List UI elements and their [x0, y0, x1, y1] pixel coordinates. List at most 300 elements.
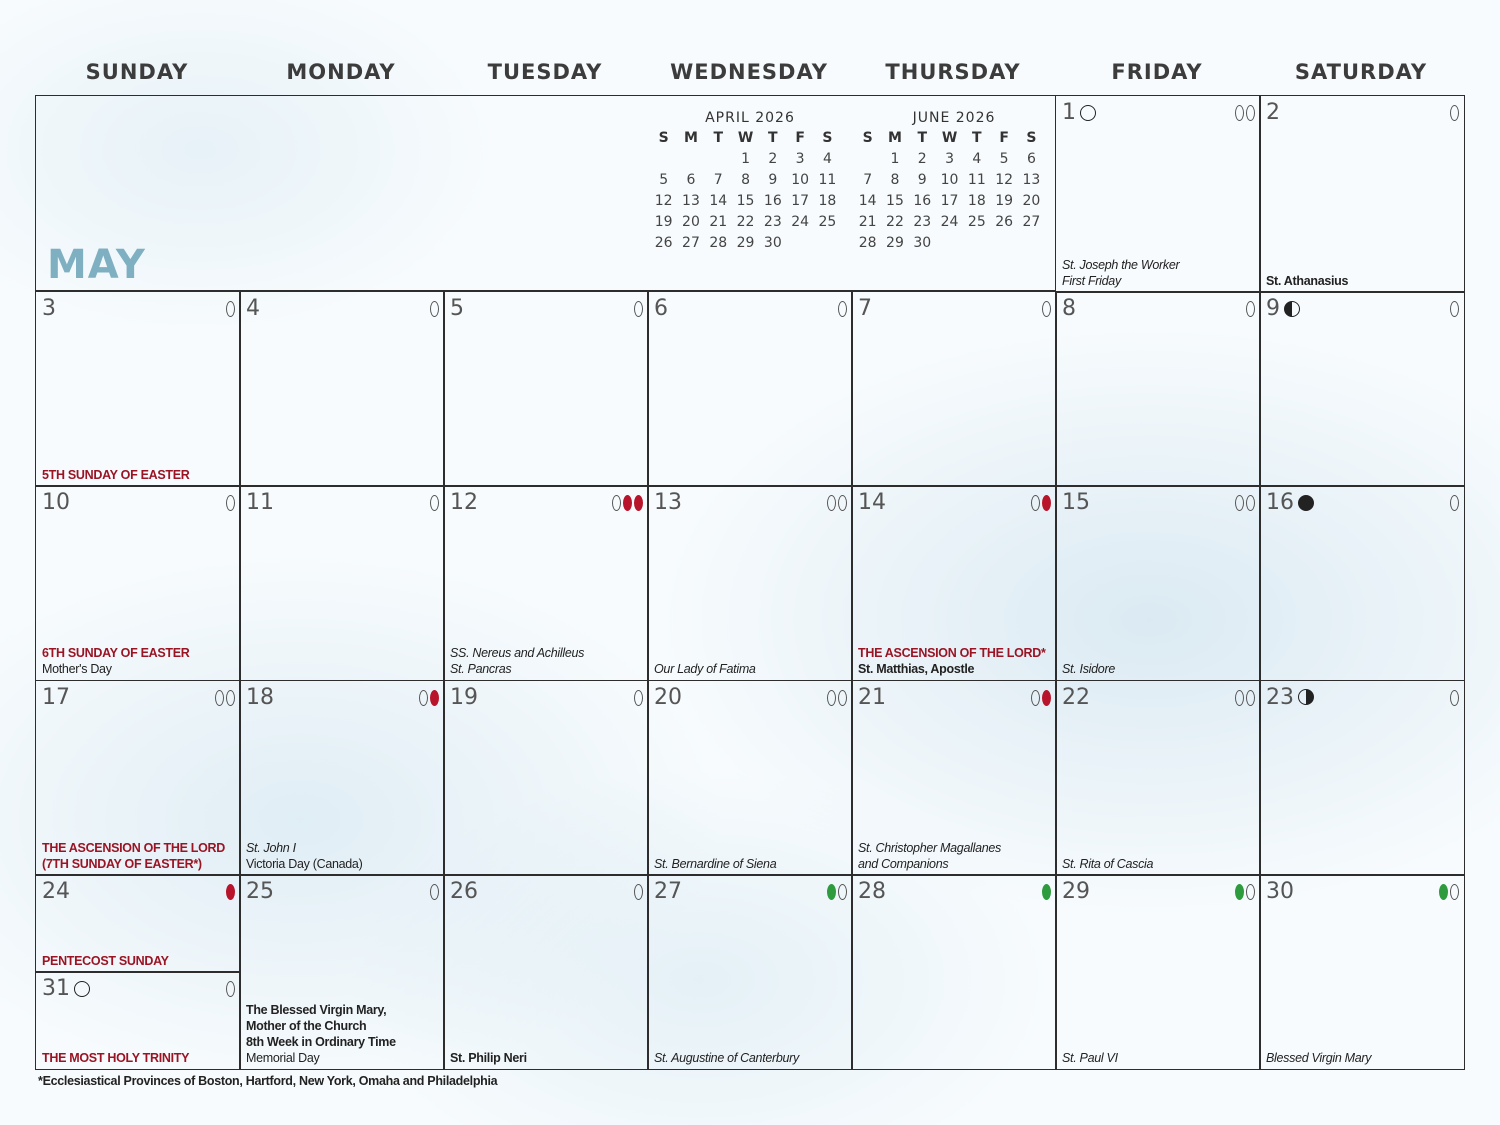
liturgical-color-markers: [1235, 495, 1255, 511]
day-cell[interactable]: [851, 680, 1057, 876]
mini-calendar-weekday: T: [917, 130, 928, 146]
white-marker-icon: [827, 495, 836, 511]
day-notes: [858, 840, 1052, 872]
white-marker-icon: [1235, 105, 1244, 121]
day-number: [246, 296, 260, 321]
mini-calendar-day: 24: [940, 214, 959, 230]
day-cell[interactable]: [35, 680, 241, 876]
day-notes: [42, 1050, 236, 1066]
day-cell[interactable]: [1259, 680, 1465, 876]
day-number-text: 17: [42, 684, 70, 710]
day-number: [654, 296, 668, 321]
day-notes: [450, 645, 644, 677]
mini-calendar-day: 9: [917, 172, 927, 188]
day-number: [42, 685, 70, 710]
mini-calendar-empty: [650, 149, 677, 170]
day-number-text: 8: [1062, 296, 1076, 321]
mini-calendar-day: 30: [763, 235, 782, 251]
white-marker-icon: [1031, 495, 1040, 511]
day-notes: [654, 856, 848, 872]
mini-calendar-day: 5: [999, 151, 1009, 167]
mini-calendar-day: 22: [886, 214, 904, 230]
day-number-text: 12: [450, 490, 478, 516]
moon-phase-icon: [1284, 301, 1300, 317]
mini-calendar-grid: [650, 128, 850, 254]
day-cell[interactable]: [1055, 874, 1261, 1070]
mini-calendar-weekday: F: [795, 130, 805, 146]
mini-calendar-day: 5: [659, 172, 669, 188]
mini-calendar-april: [650, 110, 850, 254]
mini-calendar-day: 23: [913, 214, 932, 230]
observance-label: St. John I: [246, 840, 296, 855]
day-number: [450, 685, 478, 710]
white-marker-icon: [430, 301, 439, 317]
day-number-text: 25: [246, 879, 274, 905]
liturgical-color-markers: [1031, 690, 1051, 706]
mini-calendar-day: 13: [682, 193, 700, 209]
red-marker-icon: [226, 884, 235, 900]
day-number-text: 7: [858, 296, 872, 321]
mini-calendar-weekday: W: [737, 130, 754, 146]
day-cell[interactable]: [647, 291, 853, 487]
white-marker-icon: [226, 690, 235, 706]
day-notes: [1062, 856, 1256, 872]
day-number: [654, 490, 682, 515]
liturgical-color-markers: [1042, 301, 1051, 317]
observance-label: 8th Week in Ordinary Time: [246, 1035, 396, 1050]
mini-calendar-empty: [677, 149, 704, 170]
day-cell[interactable]: [239, 291, 445, 487]
day-notes: [654, 1050, 848, 1066]
white-marker-icon: [838, 301, 847, 317]
mini-calendar-day: 12: [995, 172, 1014, 188]
white-marker-icon: [1450, 495, 1459, 511]
day-number: [654, 879, 682, 904]
day-number-text: 29: [1062, 879, 1090, 905]
white-marker-icon: [1246, 690, 1255, 706]
day-number: [450, 490, 478, 515]
liturgical-color-markers: [827, 690, 847, 706]
day-cell[interactable]: [35, 874, 241, 973]
mini-calendar-day: 25: [818, 214, 837, 230]
day-cell[interactable]: [443, 291, 649, 487]
day-number: [1266, 879, 1294, 904]
mini-calendar-weekday: F: [999, 130, 1009, 146]
mini-calendar-grid: [854, 128, 1054, 254]
day-number-text: 5: [450, 296, 464, 321]
mini-calendar-weekday: W: [941, 130, 958, 146]
liturgical-color-markers: [1450, 301, 1459, 317]
day-notes: [42, 467, 236, 483]
mini-calendar-day: 8: [741, 172, 750, 188]
mini-calendar-day: 19: [995, 193, 1014, 209]
day-number: [654, 685, 682, 710]
day-cell[interactable]: [1259, 485, 1465, 681]
feast-label: 6TH SUNDAY OF EASTER: [42, 646, 190, 661]
white-marker-icon: [634, 690, 643, 706]
day-cell[interactable]: [647, 485, 853, 681]
mini-calendar-day: 24: [791, 214, 810, 230]
white-marker-icon: [838, 884, 847, 900]
mini-calendar-day: 12: [654, 193, 673, 209]
observance-label: St. Augustine of Canterbury: [654, 1051, 799, 1066]
day-notes: [654, 661, 848, 677]
mini-calendar-day: 26: [654, 235, 673, 251]
weekday-header: MONDAY: [286, 60, 396, 84]
month-header-cell: [35, 95, 1056, 291]
day-cell[interactable]: [1055, 485, 1261, 681]
mini-calendar-day: 26: [995, 214, 1014, 230]
mini-calendar-weekday: T: [768, 130, 778, 146]
white-marker-icon: [634, 301, 643, 317]
white-marker-icon: [1235, 495, 1244, 511]
day-number: [42, 296, 56, 321]
mini-calendar-day: 7: [713, 172, 723, 188]
mini-calendar-day: 19: [654, 214, 673, 230]
white-marker-icon: [1246, 495, 1255, 511]
green-marker-icon: [1439, 884, 1448, 900]
mini-calendar-day: 30: [913, 235, 932, 251]
day-number-text: 10: [42, 490, 70, 516]
liturgical-color-markers: [419, 690, 439, 706]
moon-phase-icon: [1298, 495, 1314, 511]
day-number: [1062, 296, 1076, 321]
white-marker-icon: [226, 981, 235, 997]
mini-calendar-day: 14: [709, 193, 728, 209]
liturgical-color-markers: [1235, 884, 1255, 900]
liturgical-color-markers: [1235, 690, 1255, 706]
day-number: [1062, 490, 1090, 515]
red-marker-icon: [430, 690, 439, 706]
mini-calendar-day: 9: [768, 172, 778, 188]
day-number-text: 1: [1062, 100, 1076, 125]
mini-calendar-weekday: S: [822, 130, 833, 146]
moon-phase-icon: [1080, 105, 1096, 121]
red-marker-icon: [1042, 495, 1051, 511]
white-marker-icon: [838, 495, 847, 511]
white-marker-icon: [1235, 690, 1244, 706]
observance-label: Memorial Day: [246, 1051, 320, 1066]
mini-calendar-day: 29: [736, 235, 755, 251]
observance-label: St. Rita of Cascia: [1062, 856, 1154, 871]
day-cell[interactable]: [239, 680, 445, 876]
mini-calendar-day: 21: [858, 214, 877, 230]
mini-calendar-day: 10: [940, 172, 959, 188]
moon-phase-icon: [74, 981, 90, 997]
observance-label: St. Paul VI: [1062, 1051, 1118, 1066]
liturgical-color-markers: [634, 884, 643, 900]
mini-calendar-day: 29: [886, 235, 904, 251]
mini-calendar-day: 4: [822, 151, 832, 167]
day-number-text: 9: [1266, 296, 1280, 321]
mini-calendar-june: [854, 110, 1054, 254]
day-notes: [42, 953, 236, 969]
day-number: [246, 685, 274, 710]
mini-calendar-empty: [854, 149, 881, 170]
day-cell[interactable]: [647, 680, 853, 876]
liturgical-color-markers: [1450, 690, 1459, 706]
white-marker-icon: [419, 690, 428, 706]
observance-label: St. Isidore: [1062, 662, 1115, 677]
day-number: [42, 879, 70, 904]
white-marker-icon: [430, 495, 439, 511]
day-cell[interactable]: [239, 485, 445, 681]
mini-calendar-day: 15: [886, 193, 904, 209]
day-cell[interactable]: [1055, 291, 1261, 487]
day-number: [1062, 100, 1096, 125]
mini-calendar-empty: [705, 149, 732, 170]
day-cell[interactable]: [1055, 95, 1261, 293]
day-number: [42, 490, 70, 515]
green-marker-icon: [1042, 884, 1051, 900]
mini-calendar-day: 16: [913, 193, 932, 209]
weekday-header: TUESDAY: [487, 60, 603, 84]
day-cell[interactable]: [851, 874, 1057, 1070]
weekday-header: SUNDAY: [85, 60, 189, 84]
mini-calendar-day: 21: [709, 214, 728, 230]
observance-label: St. Christopher Magallanes: [858, 840, 1001, 855]
weekday-header: WEDNESDAY: [670, 60, 828, 84]
day-number: [858, 685, 886, 710]
day-cell[interactable]: [443, 874, 649, 1070]
day-notes: [1062, 661, 1256, 677]
day-cell[interactable]: [35, 485, 241, 681]
day-number: [1266, 685, 1314, 710]
red-marker-icon: [623, 495, 632, 511]
day-cell[interactable]: [443, 485, 649, 681]
day-number-text: 13: [654, 490, 682, 516]
liturgical-color-markers: [634, 690, 643, 706]
day-number: [1062, 879, 1090, 904]
day-number: [858, 490, 886, 515]
observance-label: Victoria Day (Canada): [246, 856, 363, 871]
day-number-text: 31: [42, 976, 70, 1002]
mini-calendar-day: 28: [709, 235, 728, 251]
mini-calendar-day: 10: [791, 172, 810, 188]
feast-label: PENTECOST SUNDAY: [42, 953, 169, 968]
day-number-text: 18: [246, 684, 274, 710]
observance-label: Blessed Virgin Mary: [1266, 1051, 1372, 1066]
day-cell[interactable]: [239, 874, 445, 1070]
mini-calendar-weekday: S: [1026, 130, 1037, 146]
day-notes: [246, 840, 440, 872]
mini-calendar-weekday: M: [683, 130, 698, 146]
liturgical-color-markers: [1246, 301, 1255, 317]
day-number-text: 16: [1266, 490, 1294, 516]
mini-calendar-day: 22: [736, 214, 755, 230]
liturgical-color-markers: [226, 884, 235, 900]
white-marker-icon: [215, 690, 224, 706]
mini-calendar-day: 16: [763, 193, 782, 209]
weekday-header: THURSDAY: [885, 60, 1021, 84]
mini-calendar-day: 20: [1022, 193, 1041, 209]
day-cell[interactable]: [851, 291, 1057, 487]
liturgical-color-markers: [226, 495, 235, 511]
feast-label: (7TH SUNDAY OF EASTER*): [42, 856, 202, 871]
white-marker-icon: [226, 301, 235, 317]
mini-calendar-day: 2: [768, 151, 778, 167]
day-number-text: 4: [246, 296, 260, 321]
mini-calendar-title: JUNE 2026: [912, 110, 996, 126]
day-notes: [1062, 257, 1256, 289]
day-cell[interactable]: [1259, 874, 1465, 1070]
green-marker-icon: [1235, 884, 1244, 900]
observance-label: Mother's Day: [42, 662, 112, 677]
white-marker-icon: [1450, 105, 1459, 121]
white-marker-icon: [612, 495, 621, 511]
liturgical-color-markers: [1042, 884, 1051, 900]
day-number-text: 27: [654, 879, 682, 905]
mini-calendar-day: 17: [940, 193, 959, 209]
mini-calendar-day: 7: [863, 172, 873, 188]
day-cell[interactable]: [443, 680, 649, 876]
liturgical-color-markers: [215, 690, 235, 706]
green-marker-icon: [827, 884, 836, 900]
mini-calendar-day: 27: [682, 235, 700, 251]
white-marker-icon: [1450, 690, 1459, 706]
liturgical-color-markers: [430, 495, 439, 511]
mini-calendar-day: 6: [1026, 151, 1036, 167]
observance-label: St. Pancras: [450, 662, 512, 677]
feast-label: THE ASCENSION OF THE LORD*: [858, 646, 1046, 661]
white-marker-icon: [827, 690, 836, 706]
moon-phase-icon: [1298, 689, 1314, 705]
day-notes: [246, 1002, 440, 1066]
liturgical-color-markers: [1450, 495, 1459, 511]
mini-calendar-day: 15: [736, 193, 755, 209]
day-number-text: 24: [42, 879, 70, 905]
red-marker-icon: [634, 495, 643, 511]
mini-calendar-day: 6: [686, 172, 696, 188]
calendar-grid: [35, 95, 1464, 1068]
mini-calendar-day: 4: [972, 151, 982, 167]
liturgical-color-markers: [838, 301, 847, 317]
weekday-header: FRIDAY: [1111, 60, 1203, 84]
liturgical-color-markers: [827, 884, 847, 900]
day-number-text: 3: [42, 296, 56, 321]
observance-label: Our Lady of Fatima: [654, 662, 756, 677]
liturgical-color-markers: [634, 301, 643, 317]
mini-calendar-title: APRIL 2026: [705, 110, 795, 126]
mini-calendar-day: 23: [763, 214, 782, 230]
day-notes: [858, 645, 1052, 677]
month-title: MAY: [47, 242, 146, 288]
observance-label: St. Joseph the Worker: [1062, 257, 1180, 272]
day-number-text: 21: [858, 684, 886, 710]
feast-label: 5TH SUNDAY OF EASTER: [42, 467, 190, 482]
day-cell[interactable]: [35, 971, 241, 1070]
liturgical-color-markers: [612, 495, 643, 511]
day-notes: [1266, 273, 1460, 289]
mini-calendar-day: 28: [858, 235, 877, 251]
liturgical-color-markers: [226, 981, 235, 997]
feast-label: THE MOST HOLY TRINITY: [42, 1051, 190, 1066]
mini-calendar-day: 1: [890, 151, 900, 167]
day-notes: [42, 645, 236, 677]
day-number-text: 2: [1266, 100, 1280, 125]
day-cell[interactable]: [851, 485, 1057, 681]
day-cell[interactable]: [35, 291, 241, 487]
mini-calendar-day: 11: [967, 172, 986, 188]
day-number-text: 22: [1062, 684, 1090, 710]
mini-calendar-day: 25: [967, 214, 986, 230]
liturgical-color-markers: [1031, 495, 1051, 511]
day-number: [42, 976, 90, 1001]
mini-calendar-weekday: T: [972, 130, 982, 146]
day-number: [1266, 490, 1314, 515]
observance-label: St. Philip Neri: [450, 1051, 527, 1066]
observance-label: First Friday: [1062, 273, 1121, 288]
mini-calendar-day: 3: [945, 151, 954, 167]
day-notes: [1266, 1050, 1460, 1066]
red-marker-icon: [1042, 690, 1051, 706]
white-marker-icon: [1246, 105, 1255, 121]
day-number: [1266, 100, 1280, 125]
observance-label: St. Matthias, Apostle: [858, 662, 975, 677]
white-marker-icon: [838, 690, 847, 706]
day-number-text: 28: [858, 879, 886, 905]
mini-calendar-weekday: S: [862, 130, 873, 146]
observance-label: The Blessed Virgin Mary,: [246, 1003, 387, 1018]
day-number-text: 30: [1266, 879, 1294, 905]
white-marker-icon: [1042, 301, 1051, 317]
day-notes: [1062, 1050, 1256, 1066]
white-marker-icon: [1031, 690, 1040, 706]
mini-calendar-weekday: T: [713, 130, 724, 146]
mini-calendar-day: 8: [890, 172, 900, 188]
day-cell[interactable]: [1259, 291, 1465, 487]
day-number-text: 20: [654, 684, 682, 710]
day-number: [1062, 685, 1090, 710]
day-cell[interactable]: [1055, 680, 1261, 876]
white-marker-icon: [1450, 301, 1459, 317]
observance-label: St. Bernardine of Siena: [654, 856, 777, 871]
mini-calendar-day: 14: [858, 193, 877, 209]
day-number-text: 14: [858, 490, 886, 516]
mini-calendar-day: 11: [818, 172, 837, 188]
day-number: [858, 296, 872, 321]
day-number: [1266, 296, 1300, 321]
liturgical-color-markers: [827, 495, 847, 511]
day-number: [246, 490, 274, 515]
day-number-text: 6: [654, 296, 668, 321]
liturgical-color-markers: [226, 301, 235, 317]
mini-calendar-weekday: M: [887, 130, 902, 146]
observance-label: St. Athanasius: [1266, 273, 1349, 288]
day-cell[interactable]: [1259, 95, 1465, 293]
mini-calendar-day: 3: [795, 151, 805, 167]
day-number-text: 15: [1062, 490, 1090, 516]
day-number-text: 23: [1266, 684, 1294, 710]
observance-label: SS. Nereus and Achilleus: [450, 646, 585, 661]
white-marker-icon: [430, 884, 439, 900]
day-number: [858, 879, 886, 904]
white-marker-icon: [1246, 884, 1255, 900]
day-number: [450, 879, 478, 904]
white-marker-icon: [1246, 301, 1255, 317]
mini-calendar-day: 20: [682, 214, 700, 230]
day-notes: [450, 1050, 644, 1066]
white-marker-icon: [1450, 884, 1459, 900]
footnote: *Ecclesiastical Provinces of Boston, Hartford, New York, Omaha and Philadelphia: [38, 1074, 498, 1088]
day-notes: [42, 840, 236, 872]
liturgical-color-markers: [1235, 105, 1255, 121]
day-number: [450, 296, 464, 321]
day-cell[interactable]: [647, 874, 853, 1070]
liturgical-color-markers: [1450, 105, 1459, 121]
white-marker-icon: [226, 495, 235, 511]
white-marker-icon: [634, 884, 643, 900]
